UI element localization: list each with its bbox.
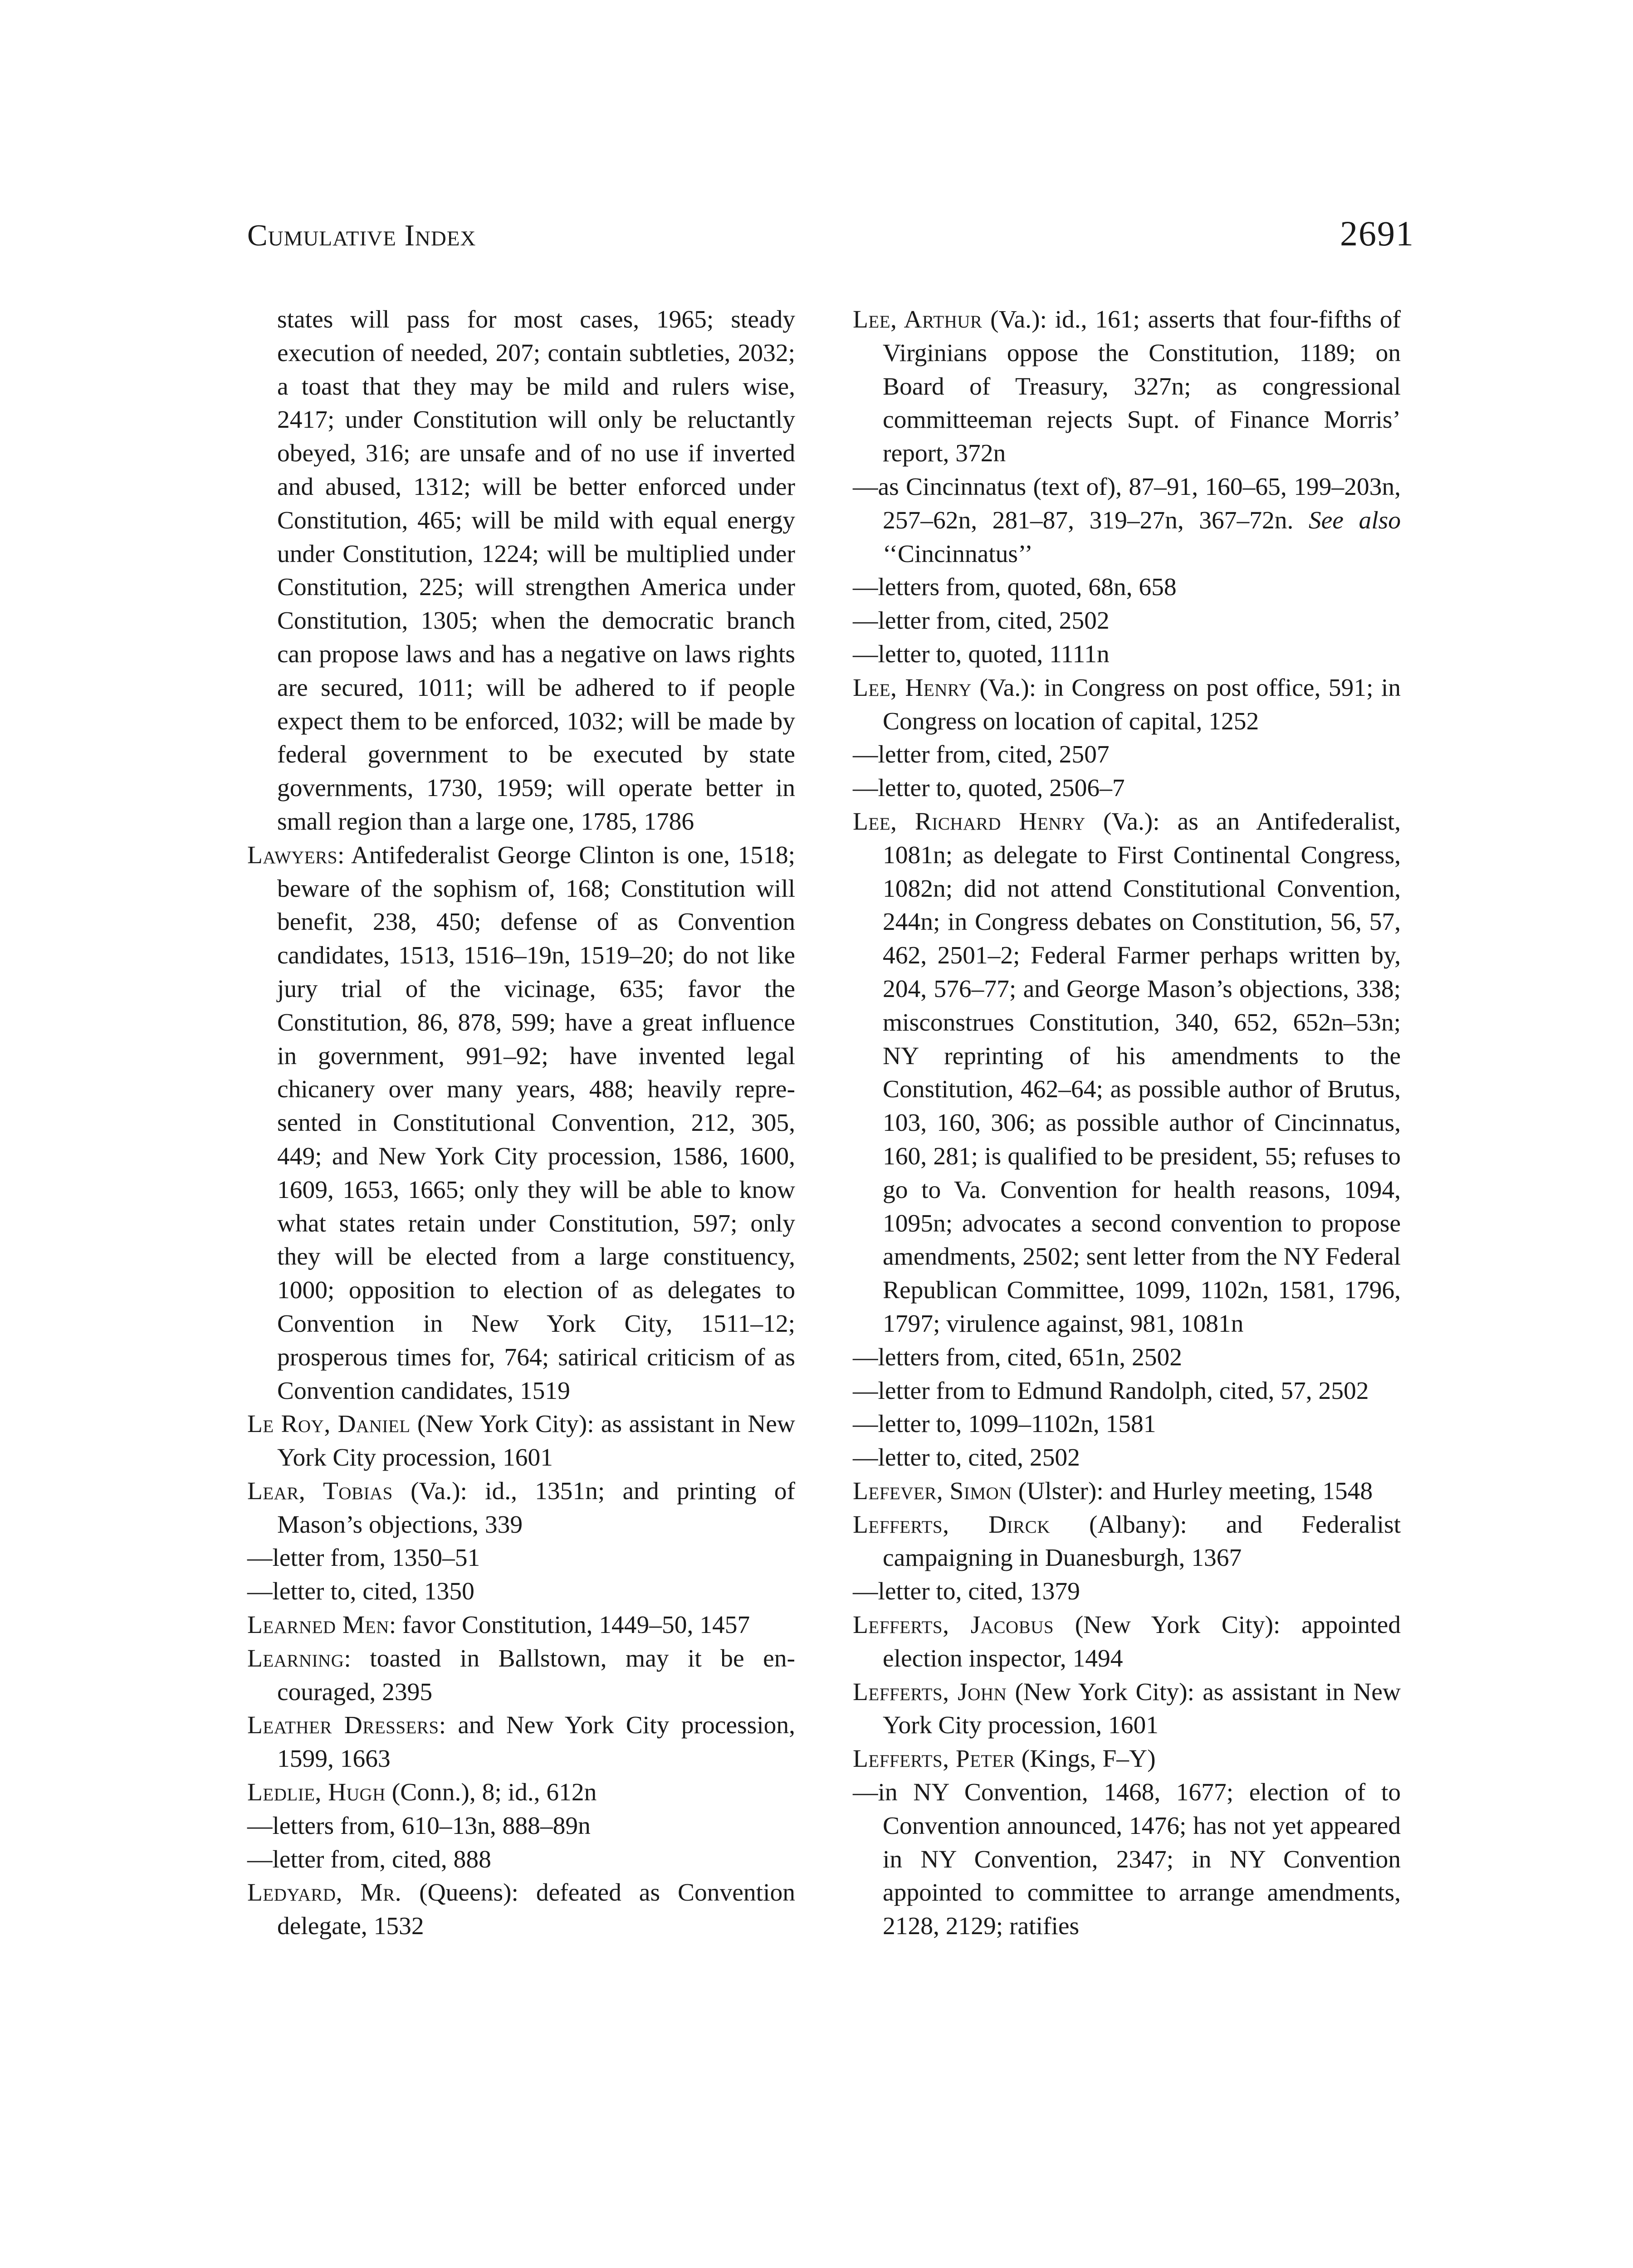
index-entry-text: (Va.): id., 1351n; and printing of Mason’s objections, 339 — [277, 1477, 795, 1539]
index-subentry: —letter to, quoted, 2506–7 — [853, 774, 1125, 802]
index-entry-text: (Conn.), 8; id., 612n — [385, 1779, 597, 1807]
index-subentry: —letter to, quoted, 1111n — [853, 640, 1110, 668]
index-headword: Le Roy, Daniel — [247, 1410, 411, 1438]
cross-reference: ‘‘Cincinnatus’’ — [883, 540, 1033, 568]
index-headword: Lefever, Simon — [853, 1477, 1012, 1505]
index-headword: Leather Dressers — [247, 1711, 439, 1740]
index-headword: Lee, Arthur — [853, 306, 983, 333]
index-entry-text: (Va.): id., 161; asserts that four-fifths of Virginians oppose the Constitution, 1189; on Board of Treasury, 327n; as congressional committeeman rejects Supt. of Finance Morris’ report, 372n — [883, 306, 1401, 468]
index-entry-text: : favor Constitution, 1449–50, 1457 — [389, 1611, 750, 1639]
page-number: 2691 — [1340, 214, 1414, 253]
index-subentry: —letter from, 1350–51 — [247, 1544, 480, 1572]
index-entry — [247, 1876, 795, 1943]
index-entry — [853, 1475, 1401, 1508]
index-entry — [247, 1608, 795, 1642]
running-head — [247, 213, 1414, 263]
index-entry — [247, 1642, 795, 1709]
index-headword: Lefferts, Peter — [853, 1745, 1015, 1773]
index-headword: Lefferts, Dirck — [853, 1510, 1050, 1539]
index-entry — [247, 1408, 795, 1475]
index-entry-text: (New York City): as assistant in New York City procession, 1601 — [883, 1678, 1401, 1740]
see-also-label: See also — [1308, 506, 1401, 534]
index-entry-text: (Ulster): and Hurley meeting, 1548 — [1012, 1477, 1373, 1505]
index-headword: Lawyers — [247, 841, 337, 869]
index-entry — [853, 1676, 1401, 1743]
index-subentry: —letters from, 610–13n, 888–89n — [247, 1812, 591, 1840]
index-column-left — [247, 303, 795, 1943]
index-entry — [247, 1709, 795, 1776]
index-subentry: —letter to, 1099–1102n, 1581 — [853, 1410, 1156, 1438]
index-headword: Lefferts, Jacobus — [853, 1611, 1054, 1639]
index-column-right — [853, 303, 1401, 1943]
index-subentry — [853, 470, 1401, 571]
index-entry — [853, 1742, 1401, 1776]
index-entry — [853, 1608, 1401, 1676]
index-subentry-text: —as Cincinnatus (text of), 87–91, 160–65, 199–203n, 257–62n, 281–87, 319–27n, 367–72n. — [853, 473, 1401, 534]
index-headword: Learned Men — [247, 1611, 389, 1639]
index-entry — [247, 839, 795, 1408]
index-subentry: —letter to, cited, 1350 — [247, 1578, 474, 1606]
index-entry-text: (New York City): as assistant in New York City procession, 1601 — [277, 1410, 795, 1472]
index-headword: Learning — [247, 1644, 344, 1672]
index-entry-text: (Kings, F–Y) — [1015, 1745, 1156, 1773]
index-entry — [853, 303, 1401, 470]
index-subentry: —letter from, cited, 888 — [247, 1845, 491, 1873]
index-entry-continuation: states will pass for most cases, 1965; steady execution of needed, 207; contain subtleties, 2032; a toast that they may be mild and rulers wise, 2417; under Constitution will only be reluctantly obeyed, 316; are unsafe and of no use if inverted and abused, 1312; will be better enforced under Constitution, 465; will be mild with equal energy under Constitution, 1224; will be multiplied under Constitution, 225; will strengthen America under Constitution, 1305; when the democratic branch can propose laws and has a negative on laws rights are secured, 1011; will be adhered to if people expect them to be enforced, 1032; will be made by federal government to be executed by state governments, 1730, 1959; will operate better in small region than a large one, 1785, 1786 — [277, 306, 795, 836]
index-entry — [853, 1508, 1401, 1575]
index-headword: Lear, Tobias — [247, 1477, 393, 1505]
index-entry-text: : toasted in Ballstown, may it be encouraged, 2395 — [277, 1644, 795, 1706]
index-subentry: —letters from, cited, 651n, 2502 — [853, 1343, 1182, 1371]
index-entry-text: (Queens): defeated as Convention delegate, 1532 — [277, 1879, 795, 1941]
index-entry-text: (New York City): appointed election inspector, 1494 — [883, 1611, 1401, 1672]
index-subentry: —in NY Convention, 1468, 1677; election of to Convention announced, 1476; has not yet appeared in NY Convention, 2347; in NY Convention appointed to committee to arrange amendments, 2128, 2129; ratifies — [853, 1779, 1401, 1941]
index-subentry: —letters from, quoted, 68n, 658 — [853, 573, 1177, 601]
index-entry — [853, 671, 1401, 738]
running-head-title: Cumulative Index — [247, 219, 476, 252]
index-entry — [247, 1475, 795, 1542]
index-subentry: —letter to, cited, 1379 — [853, 1578, 1080, 1606]
index-entry — [247, 1776, 795, 1809]
index-entry-text: : Antifederalist George Clinton is one, 1518; beware of the sophism of, 168; Constitution will benefit, 238, 450; defense of as Convention candidates, 1513, 1516–19n, 1519–20; do not like jury trial of the vicinage, 635; favor the Constitution, 86, 878, 599; have a great influence in government, 991–92; have invented legal chicanery over many years, 488; heavily represented in Constitutional Convention, 212, 305, 449; and New York City procession, 1586, 1600, 1609, 1653, 1665; only they will be able to know what states retain under Constitution, 597; only they will be elected from a large constituency, 1000; opposition to election of as delegates to Convention in New York City, 1511–12; prosperous times for, 764; satirical criticism of as Convention candidates, 1519 — [277, 841, 795, 1405]
index-headword: Ledyard, Mr. — [247, 1879, 402, 1907]
index-entry — [853, 805, 1401, 1341]
index-headword: Ledlie, Hugh — [247, 1779, 386, 1807]
index-subentry: —letter from to Edmund Randolph, cited, 57, 2502 — [853, 1377, 1369, 1405]
index-entry-text: (Va.): as an Antifederalist, 1081n; as delegate to First Continental Congress, 1082n; did not attend Constitutional Convention, 244n; in Congress debates on Constitution, 56, 57, 462, 2501–2; Federal Farmer perhaps written by, 204, 576–77; and George Mason’s objections, 338; misconstrues Constitution, 340, 652, 652n–53n; NY reprinting of his amendments to the Constitution, 462–64; as possible author of Brutus, 103, 160, 306; as possible author of Cincinnatus, 160, 281; is qualified to be president, 55; refuses to go to Va. Convention for health reasons, 1094, 1095n; advocates a second convention to propose amendments, 2502; sent letter from the NY Federal Republican Committee, 1099, 1102n, 1581, 1796, 1797; virulence against, 981, 1081n — [883, 807, 1401, 1338]
index-entry-text: (Albany): and Federalist campaigning in Duanesburgh, 1367 — [883, 1510, 1401, 1572]
index-headword: Lee, Richard Henry — [853, 807, 1085, 836]
index-subentry: —letter to, cited, 2502 — [853, 1444, 1080, 1472]
index-headword: Lefferts, John — [853, 1678, 1007, 1706]
index-entry-text: : and New York City procession, 1599, 1663 — [277, 1711, 795, 1773]
index-subentry: —letter from, cited, 2507 — [853, 741, 1110, 769]
index-headword: Lee, Henry — [853, 674, 972, 702]
index-entry-text: (Va.): in Congress on post office, 591; in Congress on location of capital, 1252 — [883, 674, 1401, 735]
index-subentry: —letter from, cited, 2502 — [853, 607, 1110, 635]
